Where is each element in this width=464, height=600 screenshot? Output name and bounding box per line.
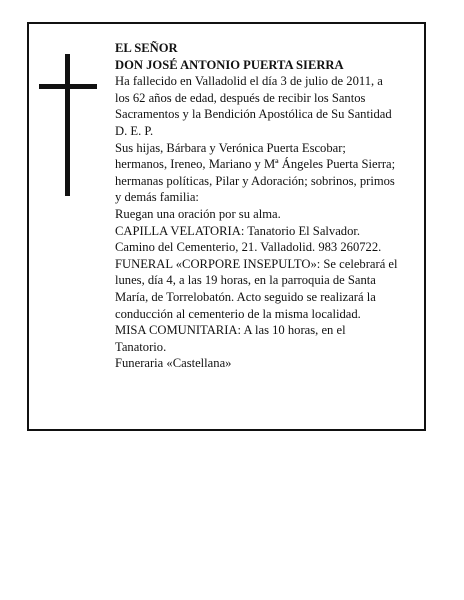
notice-body-line: Ha fallecido en Valladolid el día 3 de julio de 2011, a: [115, 74, 383, 89]
notice-body-line: D. E. P.: [115, 123, 154, 138]
notice-body-line: y demás familia:: [115, 190, 199, 205]
obituary-notice: [27, 22, 426, 431]
latin-cross-icon: [39, 54, 97, 196]
notice-body-line: Funeraria «Castellana»: [115, 356, 232, 371]
cross-vertical-bar: [65, 54, 70, 196]
cross-horizontal-bar: [39, 84, 97, 89]
notice-title-line-2: DON JOSÉ ANTONIO PUERTA SIERRA: [115, 57, 344, 72]
notice-text: [115, 40, 425, 372]
notice-body-line: conducción al cementerio de la misma localidad.: [115, 306, 361, 321]
notice-body-line: FUNERAL «CORPORE INSEPULTO»: Se celebrará el: [115, 256, 398, 271]
notice-body-line: lunes, día 4, a las 19 horas, en la parroquia de Santa: [115, 273, 376, 288]
notice-body-line: Ruegan una oración por su alma.: [115, 206, 281, 221]
notice-body-line: los 62 años de edad, después de recibir los Santos: [115, 90, 366, 105]
notice-body-line: hermanos, Ireneo, Mariano y Mª Ángeles Puerta Sierra;: [115, 157, 396, 172]
notice-body-line: CAPILLA VELATORIA: Tanatorio El Salvador.: [115, 223, 361, 238]
notice-body-line: María, de Torrelobatón. Acto seguido se realizará la: [115, 289, 376, 304]
notice-body-line: Sus hijas, Bárbara y Verónica Puerta Escobar;: [115, 140, 346, 155]
notice-body-line: Sacramentos y la Bendición Apostólica de Su Santidad: [115, 107, 392, 122]
notice-body-line: hermanas políticas, Pilar y Adoración; sobrinos, primos: [115, 173, 395, 188]
notice-body-line: Camino del Cementerio, 21. Valladolid. 983 260722.: [115, 240, 382, 255]
notice-title-line-1: EL SEÑOR: [115, 41, 178, 55]
notice-body-line: MISA COMUNITARIA: A las 10 horas, en el: [115, 323, 346, 338]
notice-body-line: Tanatorio.: [115, 339, 167, 354]
